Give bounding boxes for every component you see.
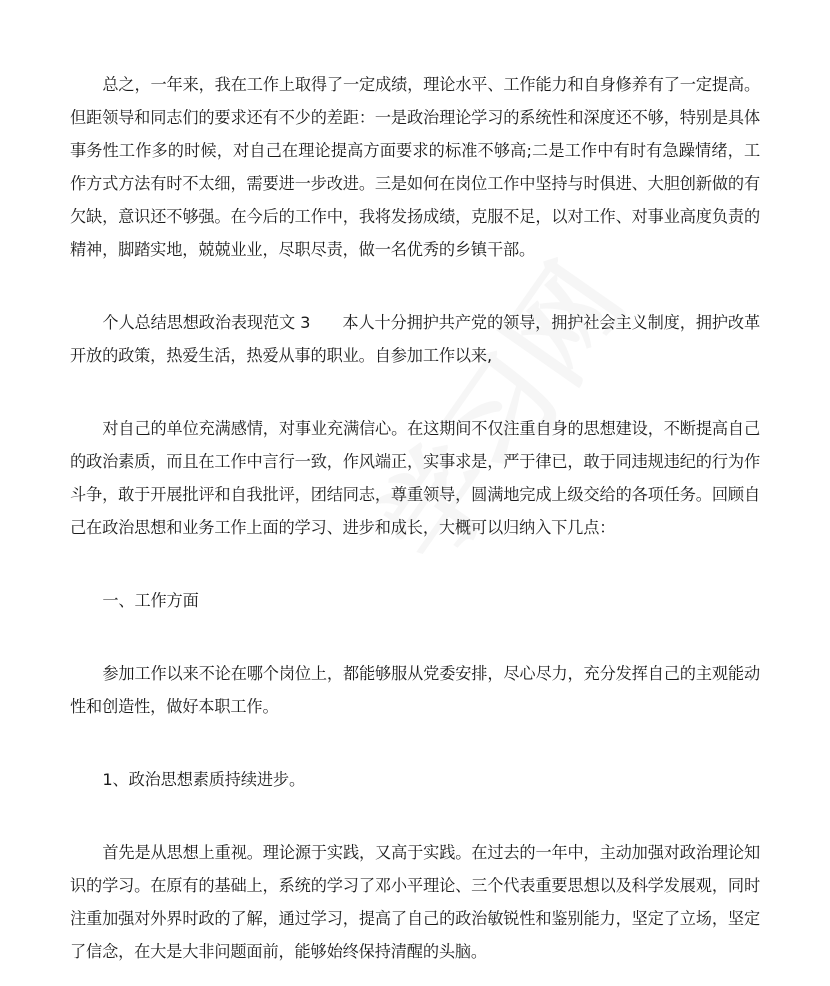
- paragraph-work: 参加工作以来不论在哪个岗位上，都能够服从党委安排，尽心尽力，充分发挥自己的主观能动性和创造性，做好本职工作。: [70, 664, 760, 716]
- document-body: [70, 68, 760, 968]
- paragraph-political-study: 首先是从思想上重视。理论源于实践，又高于实践。在过去的一年中，主动加强对政治理论知识的学习。在原有的基础上，系统的学习了邓小平理论、三个代表重要思想以及科学发展观，同时注重加强对外界时政的了解，通过学习，提高了自己的政治敏锐性和鉴别能力，坚定了立场，坚定了信念，在大是大非问题面前，能够始终保持清醒的头脑。: [70, 843, 760, 961]
- section-heading-work: 一、工作方面: [102, 591, 199, 610]
- paragraph-sample-3-intro: 个人总结思想政治表现范文 3 本人十分拥护共产党的领导，拥护社会主义制度，拥护改革开放的政策，热爱生活，热爱从事的职业。自参加工作以来,: [70, 313, 760, 365]
- paragraph-attitude: 对自己的单位充满感情，对事业充满信心。在这期间不仅注重自身的思想建设，不断提高自己的政治素质，而且在工作中言行一致，作风端正，实事求是，严于律已，敢于同违规违纪的行为作斗争，敢于开展批评和自我批评，团结同志，尊重领导，圆满地完成上级交给的各项任务。回顾自己在政治思想和业务工作上面的学习、进步和成长，大概可以归纳入下几点：: [70, 419, 760, 537]
- paragraph-summary: 总之，一年来，我在工作上取得了一定成绩，理论水平、工作能力和自身修养有了一定提高。但距领导和同志们的要求还有不少的差距：一是政治理论学习的系统性和深度还不够，特别是具体事务性工作多的时候，对自己在理论提高方面要求的标准不够高;二是工作中有时有急躁情绪，工作方式方法有时不太细，需要进一步改进。三是如何在岗位工作中坚持与时俱进、大胆创新做的有欠缺，意识还不够强。在今后的工作中，我将发扬成绩，克服不足，以对工作、对事业高度负责的精神，脚踏实地，兢兢业业，尽职尽责，做一名优秀的乡镇干部。: [70, 75, 760, 259]
- subheading-political-progress: 1、政治思想素质持续进步。: [102, 770, 305, 789]
